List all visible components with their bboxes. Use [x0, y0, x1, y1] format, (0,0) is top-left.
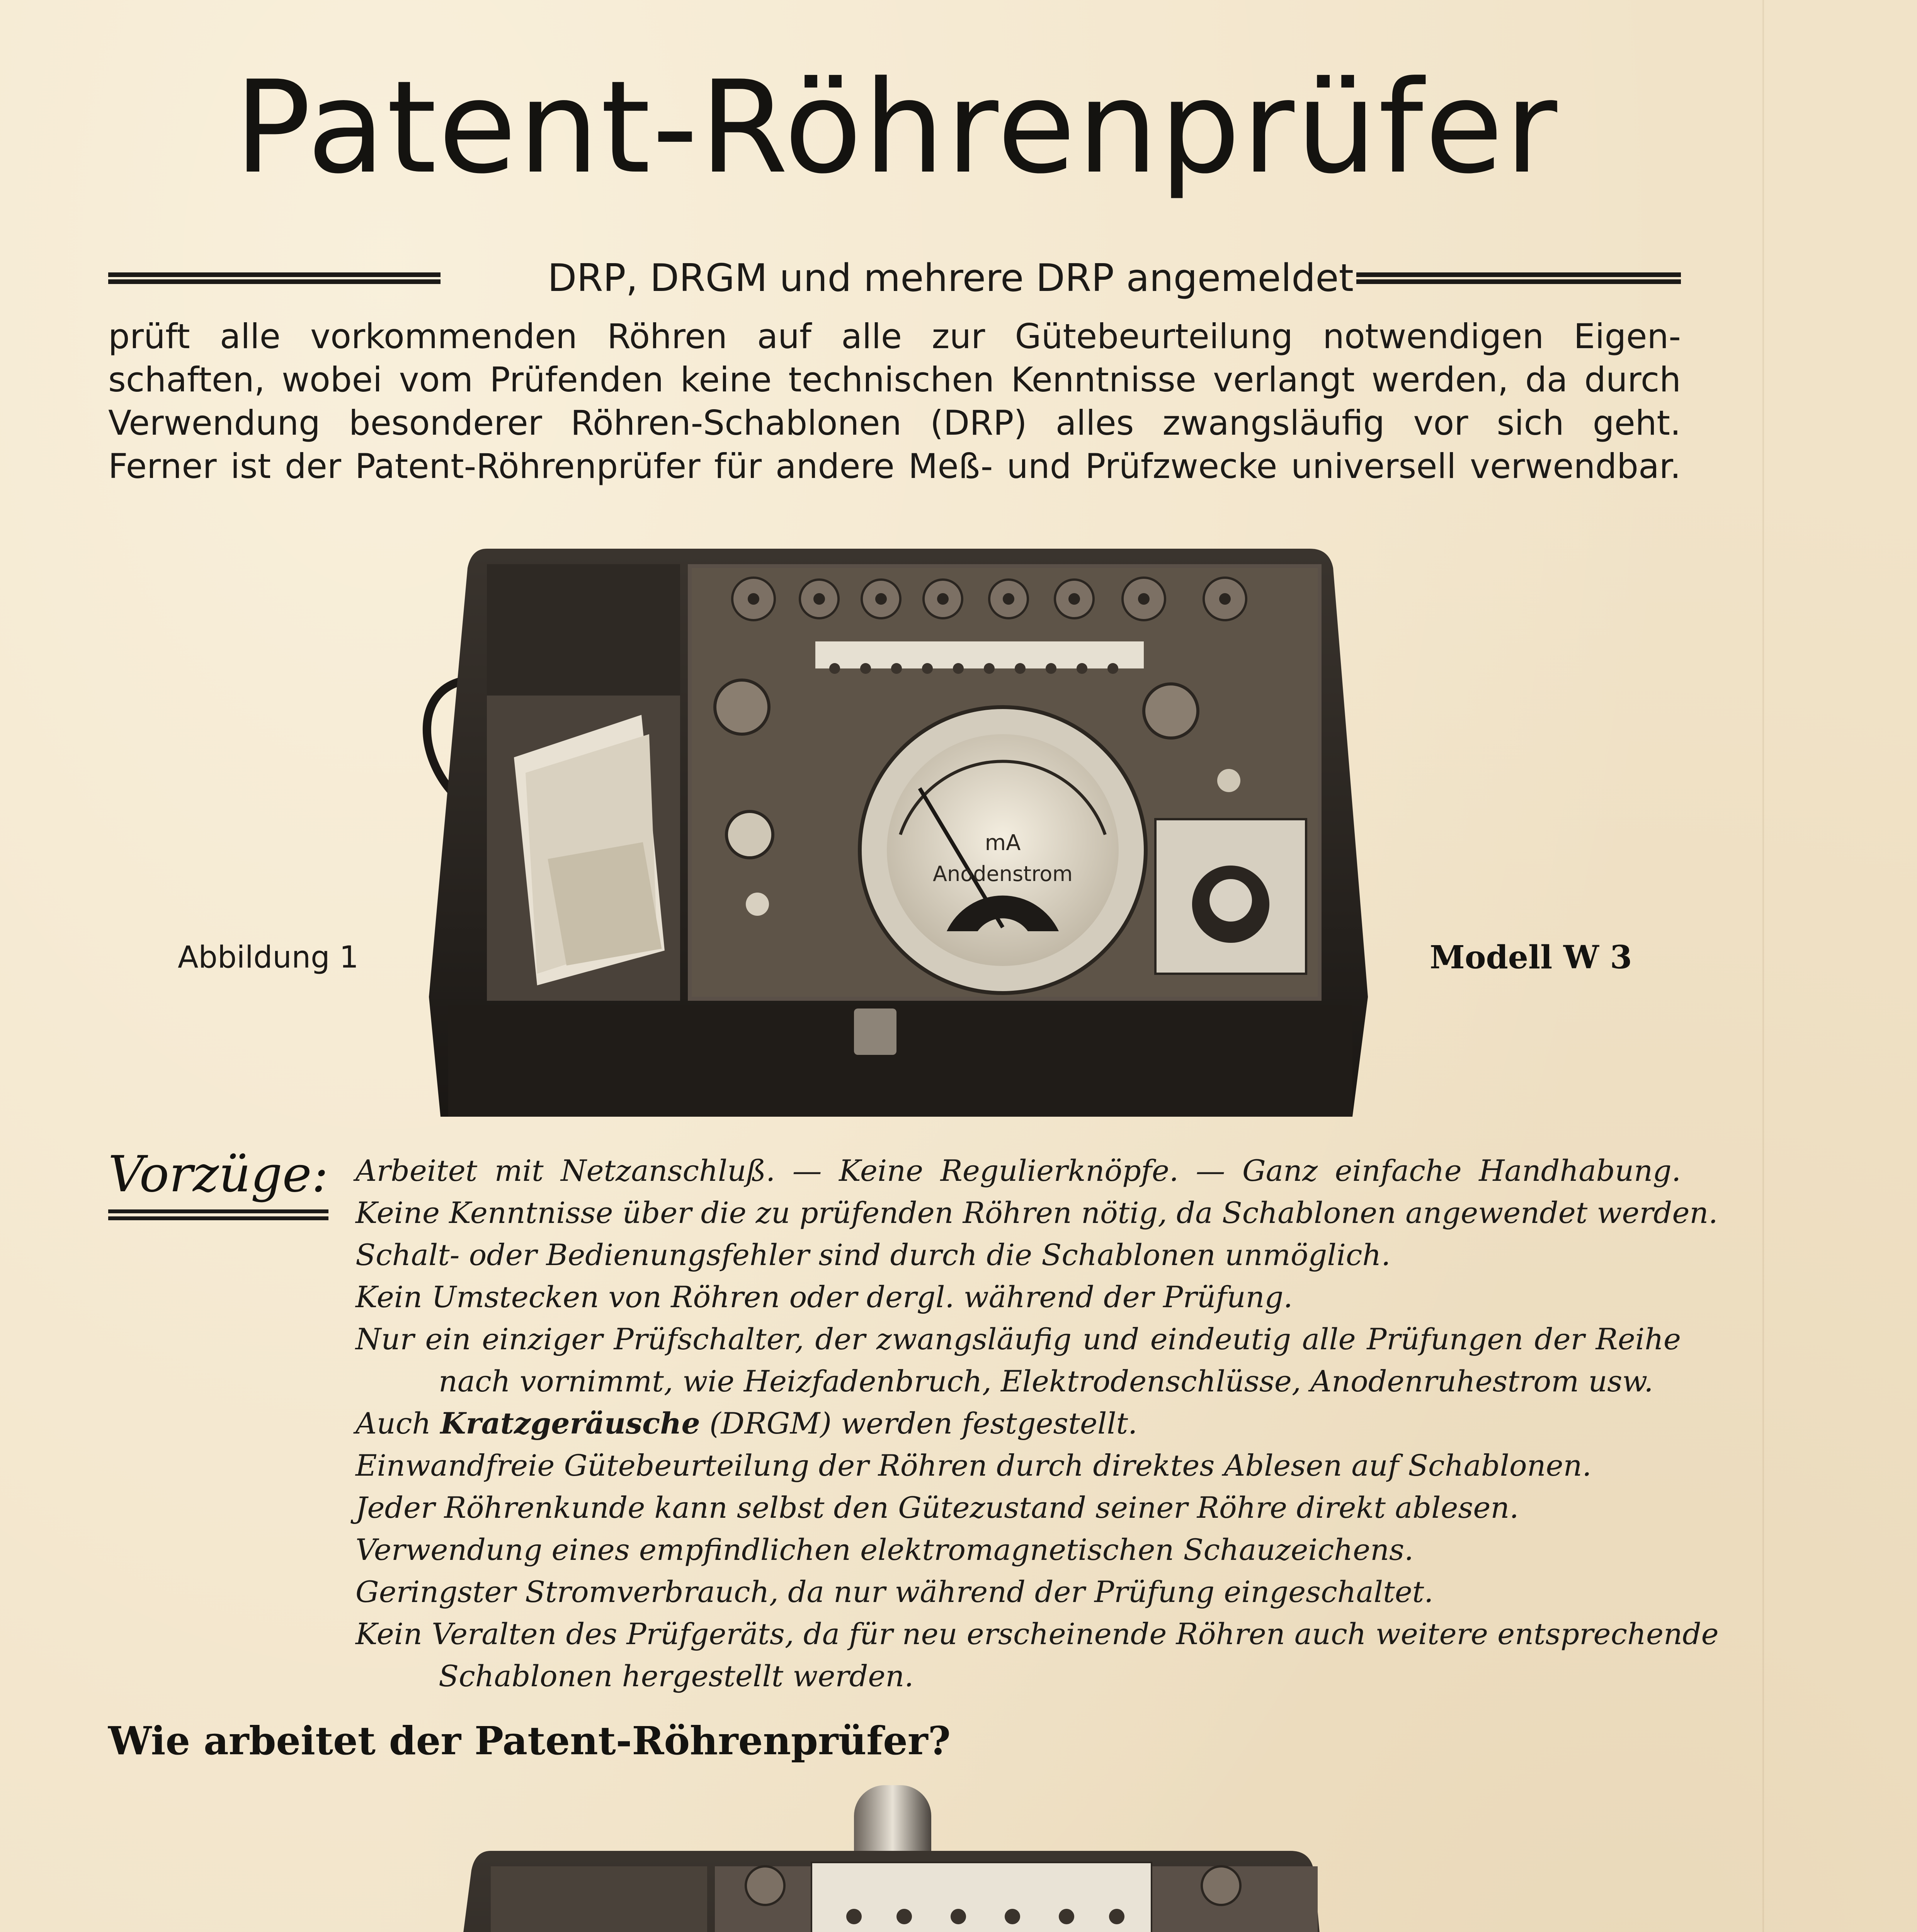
double-rule-left	[108, 272, 441, 284]
list-item	[356, 1234, 1681, 1276]
intro-line: schaften, wobei vom Prüfenden keine technischen Kenntnisse verlangt werden, da durch	[108, 360, 1681, 400]
advantages-heading: Vorzüge:	[108, 1146, 328, 1203]
list-item	[356, 1529, 1681, 1571]
list-item-text: Kein Umstecken von Röhren oder dergl. während der Prüfung.	[356, 1280, 1293, 1314]
list-item-text: Nur ein einziger Prüfschalter, der zwangsläufig und eindeutig alle Prüfungen der Reihe	[356, 1322, 1681, 1356]
subtitle: DRP, DRGM und mehrere DRP angemeldet	[548, 256, 1354, 300]
list-item-text: Kein Veralten des Prüfgeräts, da für neu erscheinende Röhren auch weitere entsprechende	[356, 1617, 1719, 1651]
list-item	[356, 1402, 1681, 1444]
list-item-text	[356, 1402, 1681, 1444]
list-item-continuation: Schablonen hergestellt werden.	[439, 1659, 914, 1693]
double-rule-right	[1356, 272, 1681, 284]
list-item	[356, 1444, 1681, 1486]
list-item	[356, 1276, 1681, 1318]
list-item-text: Keine Kenntnisse über die zu prüfenden Röhren nötig, da Schablonen angewendet werden.	[356, 1196, 1718, 1230]
page-title: Patent-Röhrenprüfer	[234, 53, 1559, 202]
list-item-text-end: (DRGM) werden festgestellt.	[700, 1406, 1138, 1440]
list-item-text-start: Auch	[356, 1406, 441, 1440]
list-item	[356, 1613, 1719, 1697]
list-item-text: Schalt- oder Bedienungsfehler sind durch die Schablonen unmöglich.	[356, 1238, 1391, 1272]
figure-2-photo	[402, 1785, 1376, 1932]
list-item-text: Arbeitet mit Netzanschluß. — Keine Regulierknöpfe. — Ganz einfache Handhabung.	[356, 1153, 1681, 1188]
list-item-text: Einwandfreie Gütebeurteilung der Röhren durch direktes Ablesen auf Schablonen.	[356, 1448, 1592, 1483]
figure-1-photo	[410, 541, 1383, 1121]
list-item	[356, 1192, 1718, 1234]
figure-1-meter-unit: mA	[985, 830, 1021, 855]
list-item-bold-term: Kratzgeräusche	[440, 1406, 700, 1440]
paper-fold	[1762, 0, 1764, 1932]
figure-1-model: Modell W 3	[1430, 939, 1632, 976]
list-item	[356, 1486, 1681, 1529]
list-item	[356, 1571, 1681, 1613]
intro-paragraph	[108, 315, 1681, 488]
advantages-list	[356, 1150, 1719, 1697]
subtitle-row	[108, 255, 1681, 301]
advantages-underline	[108, 1209, 328, 1220]
intro-line: Ferner ist der Patent-Röhrenprüfer für andere Meß- und Prüfzwecke universell verwendbar.	[108, 446, 1681, 486]
list-item-continuation: nach vornimmt, wie Heizfadenbruch, Elektrodenschlüsse, Anodenruhestrom usw.	[439, 1364, 1653, 1398]
list-item-text: Verwendung eines empfindlichen elektromagnetischen Schauzeichens.	[356, 1532, 1414, 1567]
intro-line: prüft alle vorkommenden Röhren auf alle zur Gütebeurteilung notwendigen Eigen-	[108, 316, 1681, 356]
list-item-text: Geringster Stromverbrauch, da nur während der Prüfung eingeschaltet.	[356, 1575, 1434, 1609]
list-item	[356, 1150, 1681, 1192]
list-item-text: Jeder Röhrenkunde kann selbst den Gütezustand seiner Röhre direkt ablesen.	[356, 1490, 1519, 1525]
list-item	[356, 1318, 1681, 1402]
figure-1-caption: Abbildung 1	[178, 940, 359, 975]
how-it-works-heading: Wie arbeitet der Patent-Röhrenprüfer?	[108, 1718, 951, 1764]
intro-line: Verwendung besonderer Röhren-Schablonen (DRP) alles zwangsläufig vor sich geht.	[108, 403, 1681, 443]
figure-1-meter-label: Anodenstrom	[933, 862, 1073, 886]
